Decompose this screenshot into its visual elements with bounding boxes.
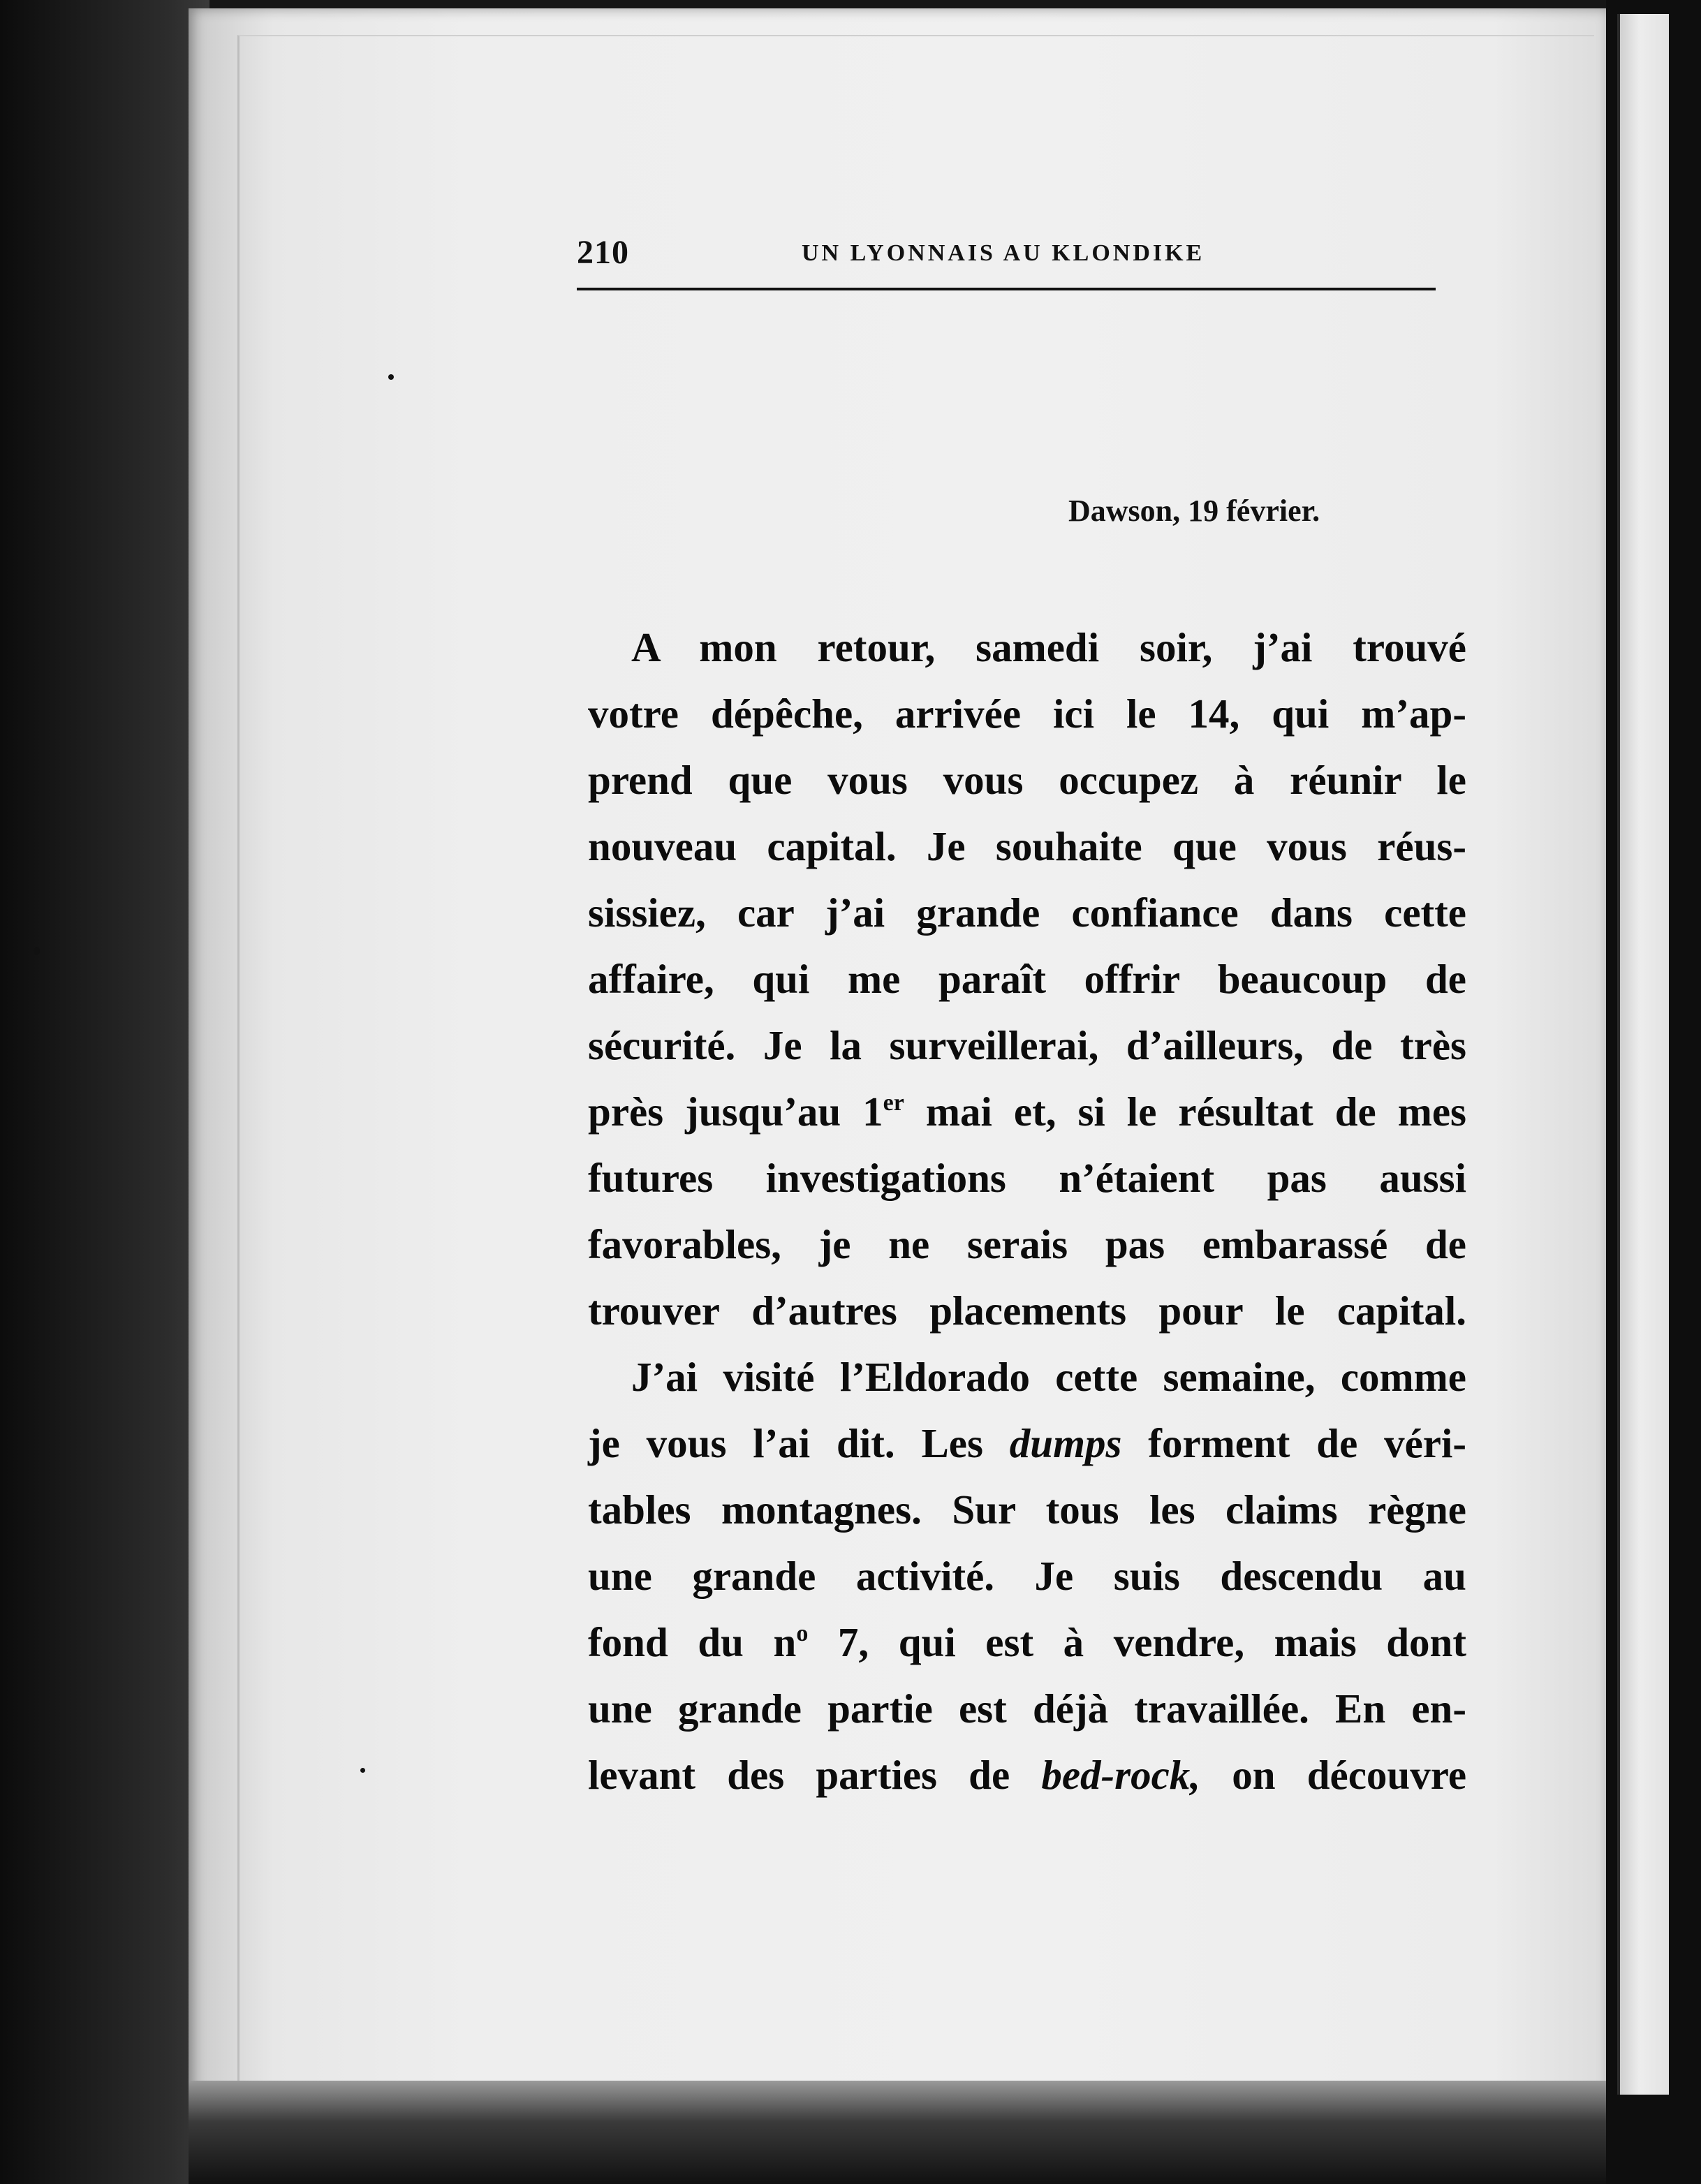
number-superscript: o — [796, 1621, 809, 1646]
text-line: nouveau capital. Je souhaite que vous réus- — [588, 823, 1466, 869]
text-segment: on découvre — [1200, 1752, 1467, 1798]
text-line: sécurité. Je la surveillerai, d’ailleurs, de très — [588, 1022, 1466, 1068]
dateline: Dawson, 19 février. — [1068, 494, 1320, 528]
text-line: prend que vous vous occupez à réunir le — [588, 757, 1466, 803]
scan-left-edge — [0, 0, 209, 2184]
text-segment: 7, qui est à vendre, mais dont — [808, 1619, 1466, 1665]
paragraph-2 — [588, 1344, 1466, 1808]
text-segment: fond du n — [588, 1619, 797, 1665]
text-segment: forment de véri- — [1121, 1420, 1466, 1466]
text-line: une grande activité. Je suis descendu au — [588, 1553, 1466, 1599]
text-line — [588, 1609, 1466, 1676]
text-line: favorables, je ne serais pas embarassé de — [588, 1221, 1466, 1267]
text-line: J’ai visité l’Eldorado cette semaine, comme — [631, 1354, 1466, 1400]
text-segment: près jusqu’au 1 — [588, 1089, 883, 1135]
page-number: 210 — [577, 234, 629, 271]
scan-bottom-edge — [189, 2081, 1606, 2184]
paragraph-1 — [588, 614, 1466, 1344]
text-line: sissiez, car j’ai grande confiance dans cette — [588, 890, 1466, 936]
text-line — [588, 1079, 1466, 1145]
text-line — [588, 1410, 1466, 1477]
text-segment: mai et, si le résultat de mes — [904, 1089, 1467, 1135]
running-title: UN LYONNAIS AU KLONDIKE — [802, 240, 1205, 266]
letter-body — [588, 614, 1466, 1808]
text-line: futures investigations n’étaient pas aussi — [588, 1155, 1466, 1201]
text-line: trouver d’autres placements pour le capital. — [588, 1287, 1466, 1334]
text-line — [588, 1742, 1466, 1808]
speck — [34, 947, 40, 955]
italic-term: bed-rock, — [1041, 1752, 1201, 1798]
text-line: une grande partie est déjà travaillée. En en- — [588, 1685, 1466, 1732]
italic-term: dumps — [1009, 1420, 1122, 1466]
header-rule — [577, 288, 1436, 290]
next-page-edge — [1617, 14, 1669, 2095]
speck — [388, 374, 394, 380]
text-line: affaire, qui me paraît offrir beaucoup de — [588, 956, 1466, 1002]
speck — [360, 1768, 365, 1773]
text-segment: je vous l’ai dit. Les — [588, 1420, 1010, 1466]
text-line: A mon retour, samedi soir, j’ai trouvé — [631, 624, 1466, 670]
text-segment: levant des parties de — [588, 1752, 1042, 1798]
text-line: tables montagnes. Sur tous les claims règne — [588, 1486, 1466, 1533]
ordinal-superscript: er — [883, 1090, 904, 1116]
text-line: votre dépêche, arrivée ici le 14, qui m’ap- — [588, 691, 1466, 737]
running-header — [577, 233, 1436, 289]
